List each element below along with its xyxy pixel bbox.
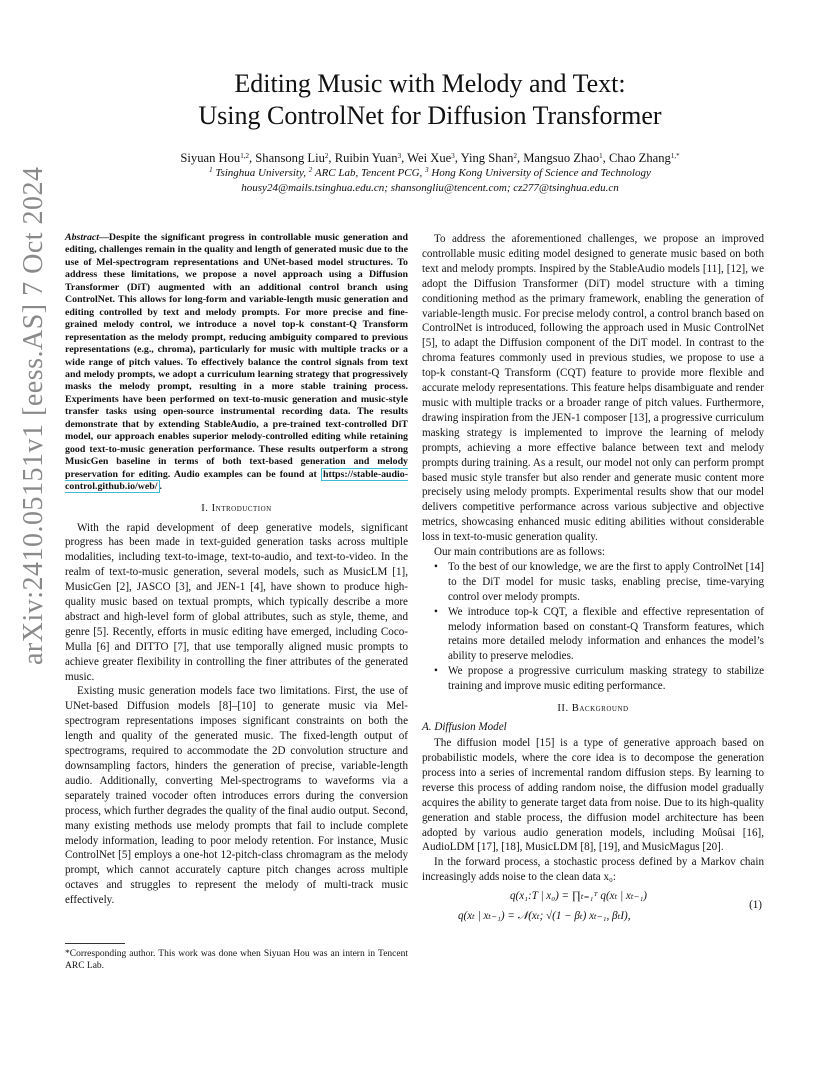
bullet-icon: •: [434, 605, 438, 618]
author: Mangsuo Zhao: [523, 151, 600, 165]
affiliation-mark: 2: [308, 166, 313, 174]
equation-1: [422, 889, 764, 929]
intro-paragraph-1: With the rapid development of deep generative models, significant progress has been made in text-guided generation tasks across multiple modalities, including text-to-image, text-to-audio, and text-to-video. In the realm of text-to-music generation, several models, such as MusicLM [1], MusicGen [2], JASCO [3], and JEN-1 [4], have shown to produce high-quality music based on textual prompts, which typically describe a more abstract and high-level form of global attributes, such as style, theme, and genre [5]. Recently, efforts in music editing have emerged, including Coco-Mulla [6] and DITTO [7], that use temporally aligned music prompts to achieve greater flexibility in controlling the finer attributes of the generated music.: [65, 521, 408, 683]
section-title: Background: [571, 703, 629, 715]
section-heading-introduction: [65, 503, 408, 514]
contribution-item: [422, 605, 764, 665]
paper-title: [90, 68, 770, 132]
author-affiliation-mark: 3: [451, 152, 455, 160]
equation-line-2: q(xₜ | xₜ₋₁) = 𝒩(xₜ; √(1 − βₜ) xₜ₋₁, βₜI),: [458, 910, 631, 923]
author: Shansong Liu: [255, 151, 325, 165]
arxiv-identifier: arXiv:2410.05151v1 [eess.AS] 7 Oct 2024: [18, 166, 49, 665]
right-column: [422, 232, 764, 929]
author-affiliation-mark: 1,*: [670, 152, 680, 160]
contribution-text: We introduce top-k CQT, a flexible and effective representation of melody information based on constant-Q Transform features, which retains more detailed melody information and enhances the model’s ability to preserve melodies.: [448, 605, 764, 663]
section-number: I.: [201, 502, 209, 514]
author-affiliation-mark: 2: [324, 152, 329, 160]
title-line-2: Using ControlNet for Diffusion Transformer: [198, 101, 662, 130]
subsection-heading-diffusion-model: A. Diffusion Model: [422, 721, 507, 734]
background-paragraph-2: In the forward process, a stochastic process defined by a Markov chain increasingly adds noise to the clean data x₀:: [422, 856, 764, 884]
background-paragraph-1: The diffusion model [15] is a type of generative approach based on probabilistic models, where the core idea is to decompose the generation process into a series of incremental random diffusion steps. By learning to reverse this process of adding random noise, the diffusion model gradually acquires the ability to generate target data from noise. Due to its high-quality generation and stable process, the diffusion model architecture has been adopted by various audio generation models, including Moûsai [16], AudioLDM [17], [18], MusicLDM [8], [19], and MusicMagus [20].: [422, 737, 764, 854]
footnote: *Corresponding author. This work was done when Siyuan Hou was an intern in Tencent ARC Lab.: [65, 949, 408, 971]
footnote-divider: [65, 943, 125, 944]
author-affiliation-mark: 1,2: [240, 152, 249, 160]
intro-paragraph-3: To address the aforementioned challenges, we propose an improved controllable music editing model designed to generate music based on both text and melody prompts. Inspired by the StableAudio models [11], [12], we adopt the Diffusion Transformer (DiT) model structure with a timing conditioning method as the primary framework, enabling the generation of variable-length music. For precise melody control, a control branch based on ControlNet is introduced, following the approach used in Music ControlNet [5], to adapt the Diffusion component of the DiT model. In contrast to the chroma features commonly used in previous studies, we propose to use a top-k constant-Q Transform (CQT) feature to provide more flexible and accurate melody representations. This feature helps disambiguate and render music with multiple tracks or a broader range of pitch values. Furthermore, drawing inspiration from the JEN-1 composer [13], a progressive curriculum masking strategy is implemented to improve the learning of melody prompts, achieving a more effective balance between text and melody prompts during training. As a result, our model not only can perform prompt based music style transfer but also render and generate music content more precisely using melody prompts. Experimental results show that our model delivers competitive performance across various subjective and objective metrics, showcasing enhanced music editing abilities without considerable loss in text-to-music generation quality.: [422, 233, 764, 544]
bullet-icon: •: [434, 665, 438, 678]
contribution-text: To the best of our knowledge, we are the first to apply ControlNet [14] to the DiT model for music tasks, enabling precise, time-varying control over melody prompts.: [448, 560, 764, 603]
author: Ying Shan: [460, 151, 514, 165]
contribution-text: We propose a progressive curriculum masking strategy to stabilize training and improve music editing performance.: [448, 665, 764, 693]
section-number: II.: [557, 703, 569, 715]
author: Chao Zhang: [608, 151, 671, 165]
contributions-list: [422, 560, 764, 694]
abstract-body: —Despite the significant progress in controllable music generation and editing, challenges remain in the quality and length of generated music due to the use of Mel-spectrogram representations and UNet-based model structures. To address these limitations, we propose a novel approach using a Diffusion Transformer (DiT) augmented with an additional control branch using ControlNet. This allows for long-form and variable-length music generation and editing controlled by text and melody prompts. For more precise and fine-grained melody control, we introduce a novel top-k constant-Q Transform representation as the melody prompt, reducing ambiguity compared to previous representations (e.g., chroma), particularly for music with multiple tracks or a wide range of pitch values. To effectively balance the control signals from text and melody prompts, we adopt a curriculum learning strategy that progressively masks the melody prompt, resulting in a more stable training process. Experiments have been performed on text-to-music generation and music-style transfer tasks using open-source instrumental recording data. The results demonstrate that by extending StableAudio, a pre-trained text-controlled DiT model, our approach enables superior melody-controlled editing while retaining good text-to-music generation performance. These results outperform a strong MusicGen baseline in terms of both text-based generation and melody preservation for editing. Audio examples can be found at: [65, 232, 408, 480]
arxiv-stamp: [12, 166, 52, 665]
author-emails: housy24@mails.tsinghua.edu.cn; shansongliu@tencent.com; cz277@tsinghua.edu.cn: [241, 182, 619, 194]
affiliation: ARC Lab, Tencent PCG,: [314, 167, 423, 179]
section-title: Introduction: [211, 502, 272, 514]
author: Wei Xue: [407, 151, 452, 165]
equation-number: (1): [749, 899, 762, 912]
affiliation-mark: 1: [209, 166, 213, 174]
intro-paragraph-2: Existing music generation models face two limitations. First, the use of UNet-based Diffusion models [8]–[10] to generate music via Mel-spectrogram representations imposes significant constraints on both the length and quality of the generated music. The fixed-length output of spectrograms, required to accommodate the 2D convolution structure and downsampling factors, hinders the generation of precise, variable-length audio. Additionally, converting Mel-spectrograms to waveforms via a separately trained vocoder often introduces errors during the conversion process, which further degrades the quality of the final audio output. Second, many existing methods use melody prompts that fail to include complete melody information, leading to poor melody retention. For instance, Music ControlNet [5] employs a one-hot 12-pitch-class chromagram as the melody prompt, which cannot accurately capture pitch changes across multiple octaves and struggles to represent the melody of multi-track music effectively.: [65, 685, 408, 907]
title-line-1: Editing Music with Melody and Text:: [234, 69, 626, 98]
affiliations: [60, 166, 800, 181]
equation-line-1: q(x₁:T | x₀) = ∏ₜ₌₁ᵀ q(xₜ | xₜ₋₁): [510, 890, 647, 903]
audio-examples-link[interactable]: https://stable-audio-control.github.io/web/: [65, 468, 408, 493]
bullet-icon: •: [434, 560, 438, 573]
contributions-intro: Our main contributions are as follows:: [434, 546, 605, 559]
author-affiliation-mark: 3: [397, 152, 402, 160]
contribution-item: [422, 664, 764, 694]
author-affiliation-mark: 2: [513, 152, 517, 160]
contribution-item: [422, 560, 764, 605]
affiliation-mark: 3: [425, 166, 429, 174]
abstract-label: Abstract: [65, 232, 100, 243]
affiliation: Tsinghua University,: [215, 167, 307, 179]
author-affiliation-mark: 1: [599, 152, 603, 160]
affiliation: Hong Kong University of Science and Technology: [431, 167, 651, 179]
author: Ruibin Yuan: [334, 151, 398, 165]
abstract-tail: .: [159, 481, 163, 493]
section-heading-background: [422, 703, 764, 714]
abstract: [65, 232, 408, 494]
left-column: [65, 232, 408, 908]
author-list: Siyuan Hou$^{1,2}$, Shansong Liu$^2$, Ruibin Yuan$^3$, Wei Xue$^3$, Ying Shan$^2$, Mangsuo Zhao$^1$, Chao Zhang$^{1,*}$: [180, 151, 680, 165]
author: Siyuan Hou: [180, 151, 241, 165]
